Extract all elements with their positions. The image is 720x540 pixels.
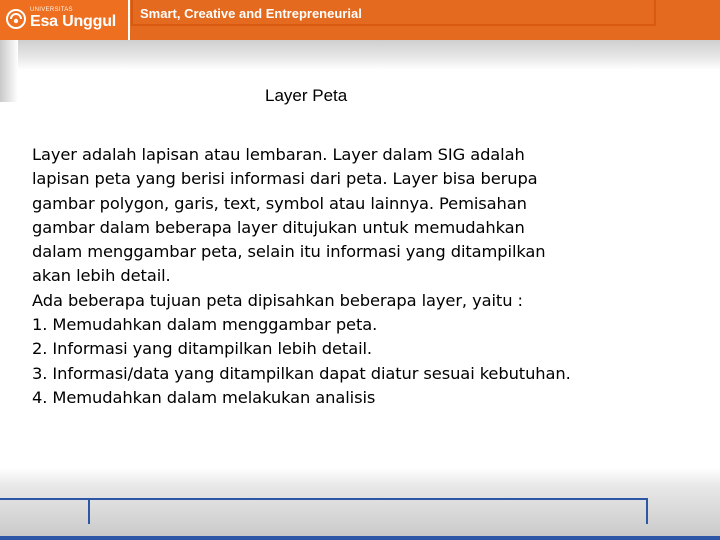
bottom-blue-line-left: [0, 498, 88, 500]
logo-emblem-icon: [6, 9, 26, 29]
logo-text: Esa Unggul: [30, 13, 117, 30]
top-gray-band: [0, 40, 720, 70]
logo: [0, 0, 130, 40]
bottom-blue-strip: [0, 536, 720, 540]
list-item: 2. Informasi yang ditampilkan lebih detail.: [32, 339, 372, 359]
body-line: lapisan peta yang berisi informasi dari peta. Layer bisa berupa: [32, 169, 538, 189]
body-line: gambar dalam beberapa layer ditujukan untuk memudahkan: [32, 217, 525, 237]
body-line: gambar polygon, garis, text, symbol atau lainnya. Pemisahan: [32, 193, 527, 213]
logo-small-text: UNIVERSITAS: [30, 7, 73, 13]
left-gray-band: [0, 40, 18, 102]
list-item: 4. Memudahkan dalam melakukan analisis: [32, 387, 376, 407]
list-item: 3. Informasi/data yang ditampilkan dapat diatur sesuai kebutuhan.: [32, 363, 571, 383]
body-line: Layer adalah lapisan atau lembaran. Layer dalam SIG adalah: [32, 145, 525, 164]
body-line: dalam menggambar peta, selain itu informasi yang ditampilkan: [32, 242, 546, 262]
slide-body: [32, 143, 712, 410]
header-bar: [0, 0, 720, 40]
slide-title: Layer Peta: [265, 86, 348, 105]
bottom-blue-frame: [88, 498, 648, 524]
body-line: akan lebih detail.: [32, 266, 171, 286]
tagline: Smart, Creative and Entrepreneurial: [140, 6, 362, 21]
body-line: Ada beberapa tujuan peta dipisahkan beberapa layer, yaitu :: [32, 290, 523, 310]
list-item: 1. Memudahkan dalam menggambar peta.: [32, 315, 378, 335]
